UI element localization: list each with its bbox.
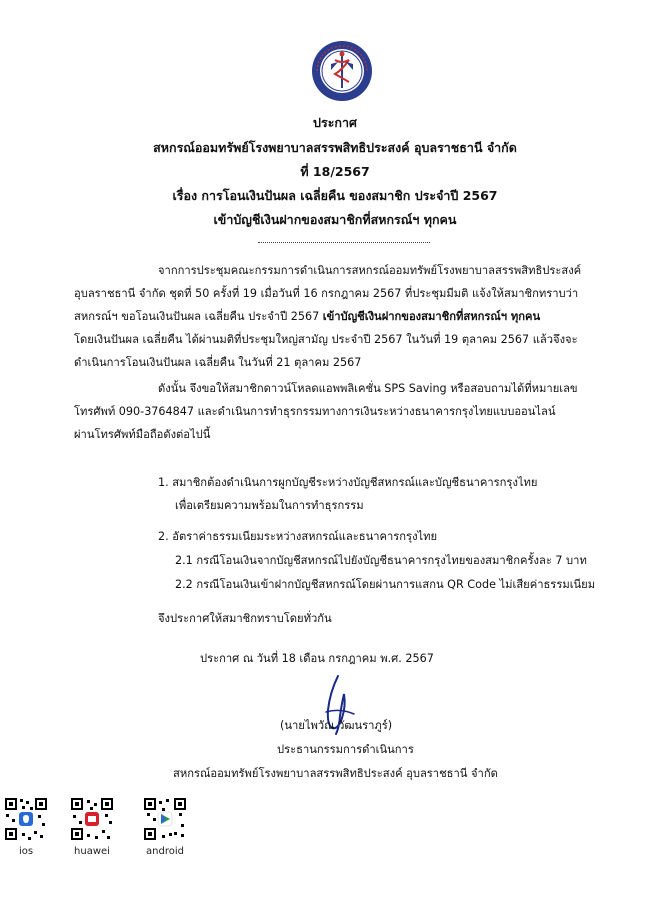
paragraph-1-line-3 [74,306,540,328]
subject-line-1: เรื่อง การโอนเงินปันผล เฉลี่ยคืน ของสมาชิก ประจำปี 2567 [172,188,498,203]
qr-code-huawei[interactable] [70,797,114,841]
signer-organization: สหกรณ์ออมทรัพย์โรงพยาบาลสรรพสิทธิประสงค์ อุบลราชธานี จำกัด [173,767,498,780]
signer-position: ประธานกรรมการดำเนินการ [277,743,414,756]
paragraph-1-line-4: โดยเงินปันผล เฉลี่ยคืน ได้ผ่านมติที่ประชุมใหญ่สามัญ ประจำปี 2567 ในวันที่ 19 ตุลาคม 2567 แล้วจึงจะ [74,333,578,346]
list-item-2: 2. อัตราค่าธรรมเนียมระหว่างสหกรณ์และธนาคารกรุงไทย [158,530,438,543]
paragraph-1-line-3-text: สหกรณ์ฯ ขอโอนเงินปันผล เฉลี่ยคืน ประจำปี 2567 [74,310,323,323]
list-item-1-line-2: เพื่อเตรียมความพร้อมในการทำธุรกรรม [175,499,364,512]
announcement-number: ที่ 18/2567 [300,164,370,179]
paragraph-1-emphasis: เข้าบัญชีเงินฝากของสมาชิกที่สหกรณ์ฯ ทุกคน [322,310,541,323]
paragraph-2-line-2: โทรศัพท์ 090-3764847 และดำเนินการทำธุรกรรมทางการเงินระหว่างธนาคารกรุงไทยแบบออนไลน์ [74,405,556,418]
list-item-2-1: 2.1 กรณีโอนเงินจากบัญชีสหกรณ์ไปยังบัญชีธนาคารกรุงไทยของสมาชิกครั้งละ 7 บาท [175,554,587,567]
signer-name: (นายไพวัณ วัฒนราภูร์) [280,719,393,732]
organization-name: สหกรณ์ออมทรัพย์โรงพยาบาลสรรพสิทธิประสงค์ อุบลราชธานี จำกัด [153,140,517,155]
organization-seal-logo [311,40,373,102]
paragraph-1-line-2: อุบลราชธานี จำกัด ชุดที่ 50 ครั้งที่ 19 เมื่อวันที่ 16 กรกฎาคม 2567 ที่ประชุมมีมติ แจ้งให้สมาชิกทราบว่า [74,287,579,300]
paragraph-1-line-1: จากการประชุมคณะกรรมการดำเนินการสหกรณ์ออมทรัพย์โรงพยาบาลสรรพสิทธิประสงค์ [158,264,582,277]
qr-code-android[interactable] [143,797,187,841]
header-divider [258,242,430,243]
list-item-1-line-1: 1. สมาชิกต้องดำเนินการผูกบัญชีระหว่างบัญชีสหกรณ์และบัญชีธนาคารกรุงไทย [158,476,538,489]
list-item-2-2: 2.2 กรณีโอนเงินเข้าฝากบัญชีสหกรณ์โดยผ่านการแสกน QR Code ไม่เสียค่าธรรมเนียม [175,578,596,591]
subject-line-2: เข้าบัญชีเงินฝากของสมาชิกที่สหกรณ์ฯ ทุกคน [213,212,457,227]
qr-label-ios: ios [18,846,34,857]
qr-label-android: android [146,846,184,857]
qr-code-ios[interactable] [4,797,48,841]
closing-text: จึงประกาศให้สมาชิกทราบโดยทั่วกัน [158,612,332,625]
date-line: ประกาศ ณ วันที่ 18 เดือน กรกฎาคม พ.ศ. 2567 [200,652,434,665]
announcement-title: ประกาศ [313,115,357,130]
qr-label-huawei: huawei [74,846,110,857]
paragraph-2-line-3: ผ่านโทรศัพท์มือถือดังต่อไปนี้ [74,428,211,441]
paragraph-2-line-1: ดังนั้น จึงขอให้สมาชิกดาวน์โหลดแอพพลิเคชั่น SPS Saving หรือสอบถามได้ที่หมายเลข [158,382,578,395]
paragraph-1-line-5: ดำเนินการโอนเงินปันผล เฉลี่ยคืน ในวันที่ 21 ตุลาคม 2567 [74,356,362,369]
